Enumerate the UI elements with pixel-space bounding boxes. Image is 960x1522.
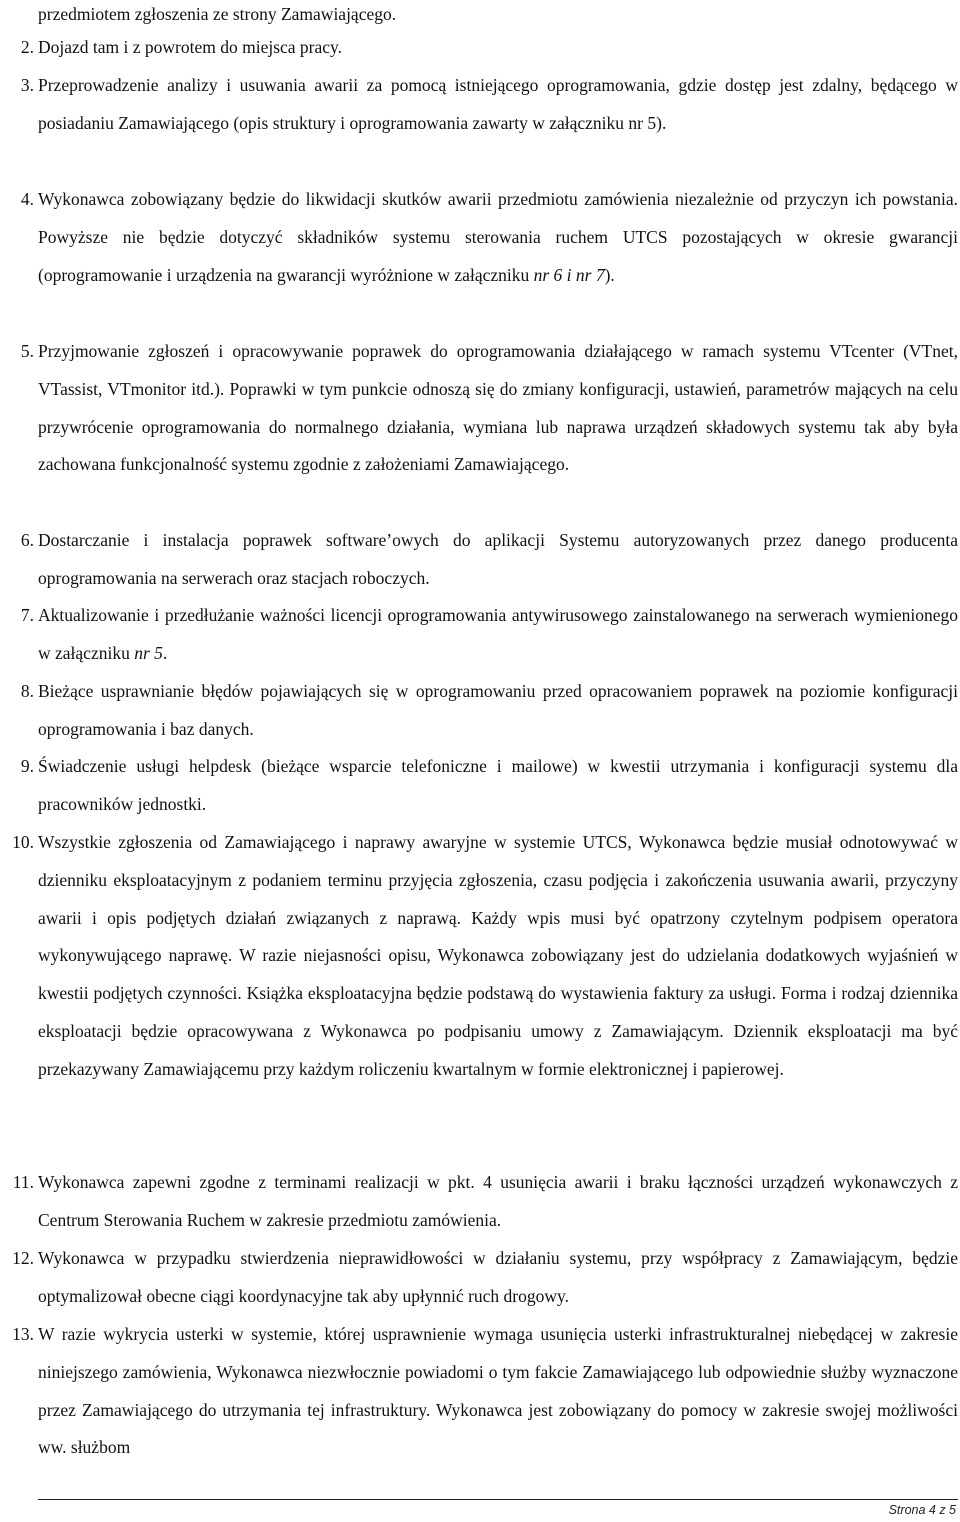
list-item-number: 11. bbox=[12, 1172, 34, 1192]
list-item-text: Aktualizowanie i przedłużanie ważności licencji oprogramowania antywirusowego zainstalowanego na serwerach wymienionego w załączniku nr 5. bbox=[38, 605, 958, 663]
list-item-text: Wykonawca zapewni zgodne z terminami realizacji w pkt. 4 usunięcia awarii i braku łączności urządzeń wykonawczych z Centrum Sterowania Ruchem w zakresie przedmiotu zamówienia. bbox=[38, 1172, 958, 1230]
page-number: Strona 4 z 5 bbox=[888, 1503, 956, 1517]
list-item-text: Wykonawca zobowiązany będzie do likwidacji skutków awarii przedmiotu zamówienia niezależnie od przyczyn ich powstania. Powyższe nie będzie dotyczyć składników systemu sterowania ruchem UTCS pozostających w okresie gwarancji (oprogramowanie i urządzenia na gwarancji wyróżnione w załączniku nr 6 i nr 7). bbox=[38, 189, 958, 285]
list-item-number: 13. bbox=[12, 1324, 34, 1344]
list-item-number: 9. bbox=[20, 756, 34, 776]
list-item-text: Świadczenie usługi helpdesk (bieżące wsparcie telefoniczne i mailowe) w kwestii utrzymania i konfiguracji systemu dla pracowników jednostki. bbox=[38, 756, 958, 814]
list-item-number: 7. bbox=[20, 605, 34, 625]
list-item-text: Wykonawca w przypadku stwierdzenia nieprawidłowości w działaniu systemu, przy współpracy z Zamawiającym, będzie optymalizował obecne ciągi koordynacyjne tak aby upłynnić ruch drogowy. bbox=[38, 1248, 958, 1306]
list-item-number: 6. bbox=[20, 530, 34, 550]
list-item-number: 2. bbox=[20, 37, 34, 57]
list-item-number: 4. bbox=[20, 189, 34, 209]
list-item-text: Przyjmowanie zgłoszeń i opracowywanie poprawek do oprogramowania działającego w ramach systemu VTcenter (VTnet, VTassist, VTmonitor itd.). Poprawki w tym punkcie odnoszą się do zmiany konfiguracji, ustawień, parametrów mających na celu przywrócenie oprogramowania do normalnego działania, wymiana lub naprawa urządzeń składowych systemu tak aby była zachowana funkcjonalność systemu zgodnie z założeniami Zamawiającego. bbox=[38, 341, 958, 475]
footer-divider bbox=[38, 1499, 958, 1500]
list-item-text: Wszystkie zgłoszenia od Zamawiającego i naprawy awaryjne w systemie UTCS, Wykonawca będzie musiał odnotowywać w dzienniku eksploatacyjnym z podaniem terminu przyjęcia zgłoszenia, czasu podjęcia i zakończenia usuwania awarii, przyczyny awarii i opis podjętych działań związanych z naprawą. Każdy wpis musi być opatrzony czytelnym podpisem operatora wykonywującego naprawę. W razie niejasności opisu, Wykonawca zobowiązany jest do udzielania dodatkowych wyjaśnień w kwestii podjętych czynności. Książka eksploatacyjna będzie podstawą do wystawienia faktury za usługi. Forma i rodzaj dziennika eksploatacji będzie opracowywana z Wykonawca po podpisaniu umowy z Zamawiającym. Dziennik eksploatacji ma być przekazywany Zamawiającemu przy każdym roliczeniu kwartalnym w formie elektronicznej i papierowej. bbox=[38, 832, 958, 1079]
list-item-text: Bieżące usprawnianie błędów pojawiających się w oprogramowaniu przed opracowaniem poprawek na poziomie konfiguracji oprogramowania i baz danych. bbox=[38, 681, 958, 739]
list-item-text: Dostarczanie i instalacja poprawek software’owych do aplikacji Systemu autoryzowanych przez danego producenta oprogramowania na serwerach oraz stacjach roboczych. bbox=[38, 530, 958, 588]
list-item-text: Przeprowadzenie analizy i usuwania awarii za pomocą istniejącego oprogramowania, gdzie dostęp jest zdalny, będącego w posiadaniu Zamawiającego (opis struktury i oprogramowania zawarty w załączniku nr 5). bbox=[38, 75, 958, 133]
list-item-number: 8. bbox=[20, 681, 34, 701]
list-item-text: W razie wykrycia usterki w systemie, której usprawnienie wymaga usunięcia usterki infrastrukturalnej niebędącej w zakresie niniejszego zamówienia, Wykonawca niezwłocznie powiadomi o tym fakcie Zamawiającego lub odpowiednie służby wyznaczone przez Zamawiającego do utrzymania tej infrastruktury. Wykonawca jest zobowiązany do pomocy w zakresie swojej możliwości ww. służbom bbox=[38, 1324, 958, 1458]
attachment-reference: nr 6 i nr 7 bbox=[533, 264, 605, 285]
list-item-number: 12. bbox=[12, 1248, 34, 1268]
list-item-number: 3. bbox=[20, 75, 34, 95]
continuation-paragraph: przedmiotem zgłoszenia ze strony Zamawiającego. bbox=[38, 4, 397, 24]
list-item-number: 10. bbox=[12, 832, 34, 852]
attachment-reference: nr 5 bbox=[134, 642, 163, 663]
list-item-text: Dojazd tam i z powrotem do miejsca pracy. bbox=[38, 37, 343, 57]
list-item-number: 5. bbox=[20, 341, 34, 361]
